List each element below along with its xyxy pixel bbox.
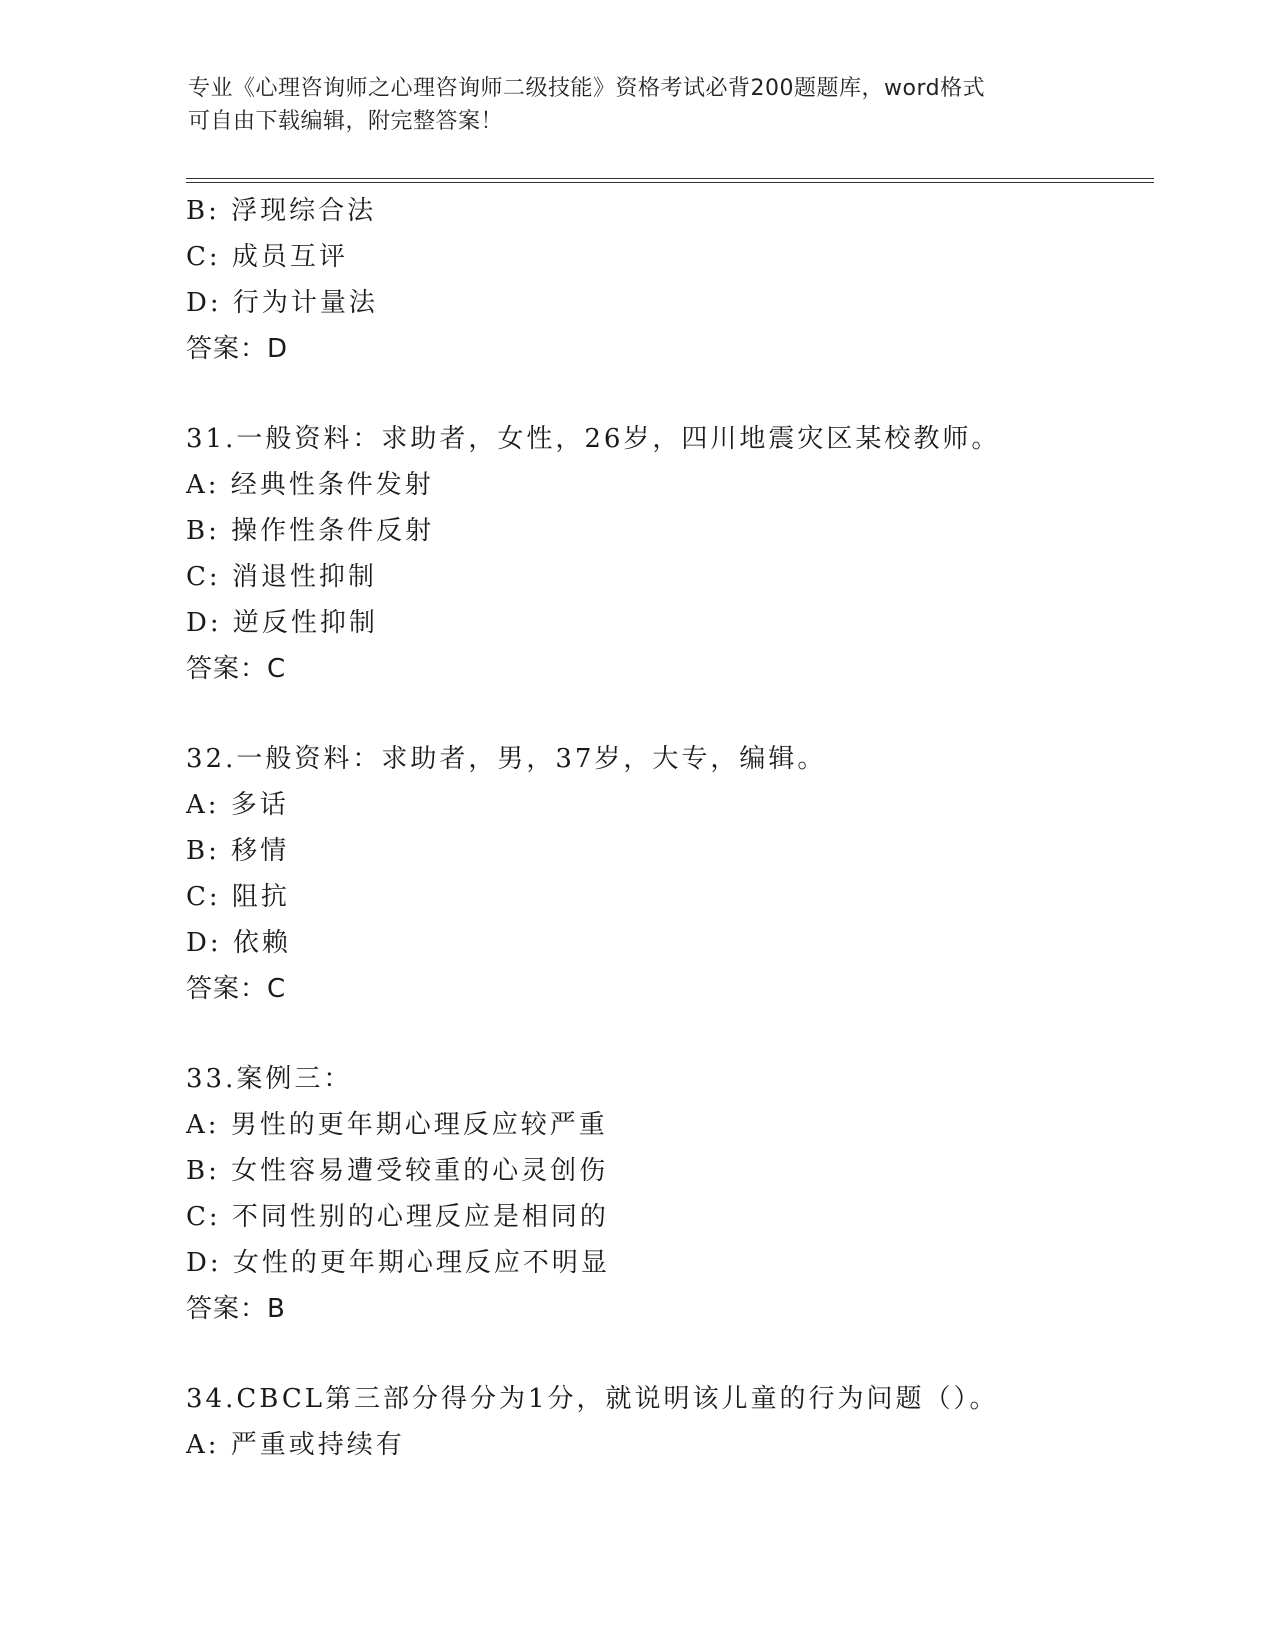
option-a: A: 经典性条件发射 xyxy=(186,470,434,500)
question-block xyxy=(186,188,1154,372)
option-a: A: 男性的更年期心理反应较严重 xyxy=(186,1110,608,1140)
question-text: 31.一般资料：求助者，女性，26岁，四川地震灾区某校教师。 xyxy=(186,424,1001,454)
block-spacer xyxy=(186,372,1154,416)
question-block xyxy=(186,416,1154,692)
header-divider xyxy=(186,178,1154,183)
option-b: B: 移情 xyxy=(186,836,290,866)
option-b: B: 浮现综合法 xyxy=(186,196,377,226)
option-a: A: 严重或持续有 xyxy=(186,1430,405,1460)
question-block xyxy=(186,1056,1154,1332)
question-text: 33.案例三： xyxy=(186,1064,353,1094)
question-text: 34.CBCL第三部分得分为1分，就说明该儿童的行为问题（）。 xyxy=(186,1384,999,1414)
option-c: C: 成员互评 xyxy=(186,242,348,272)
header-line-1: 专业《心理咨询师之心理咨询师二级技能》资格考试必背200题题库，word格式 xyxy=(188,76,986,101)
option-b: B: 操作性条件反射 xyxy=(186,516,435,546)
question-block xyxy=(186,1376,1154,1468)
option-c: C: 消退性抑制 xyxy=(186,562,377,592)
option-c: C: 不同性别的心理反应是相同的 xyxy=(186,1202,609,1232)
header-line-2: 可自由下载编辑，附完整答案！ xyxy=(188,109,504,134)
option-a: A: 多话 xyxy=(186,790,289,820)
option-d: D: 逆反性抑制 xyxy=(186,608,378,638)
question-block xyxy=(186,736,1154,1012)
question-text: 32.一般资料：求助者，男，37岁，大专，编辑。 xyxy=(186,744,827,774)
option-c: C: 阻抗 xyxy=(186,882,290,912)
answer-line: 答案：B xyxy=(186,1294,286,1324)
block-spacer xyxy=(186,1332,1154,1376)
option-d: D: 依赖 xyxy=(186,928,291,958)
answer-line: 答案：C xyxy=(186,654,287,684)
block-spacer xyxy=(186,692,1154,736)
document-header xyxy=(188,72,1068,138)
answer-line: 答案：D xyxy=(186,334,289,364)
option-d: D: 行为计量法 xyxy=(186,288,378,318)
question-list xyxy=(186,188,1154,1468)
option-d: D: 女性的更年期心理反应不明显 xyxy=(186,1248,610,1278)
answer-line: 答案：C xyxy=(186,974,287,1004)
option-b: B: 女性容易遭受较重的心灵创伤 xyxy=(186,1156,609,1186)
block-spacer xyxy=(186,1012,1154,1056)
